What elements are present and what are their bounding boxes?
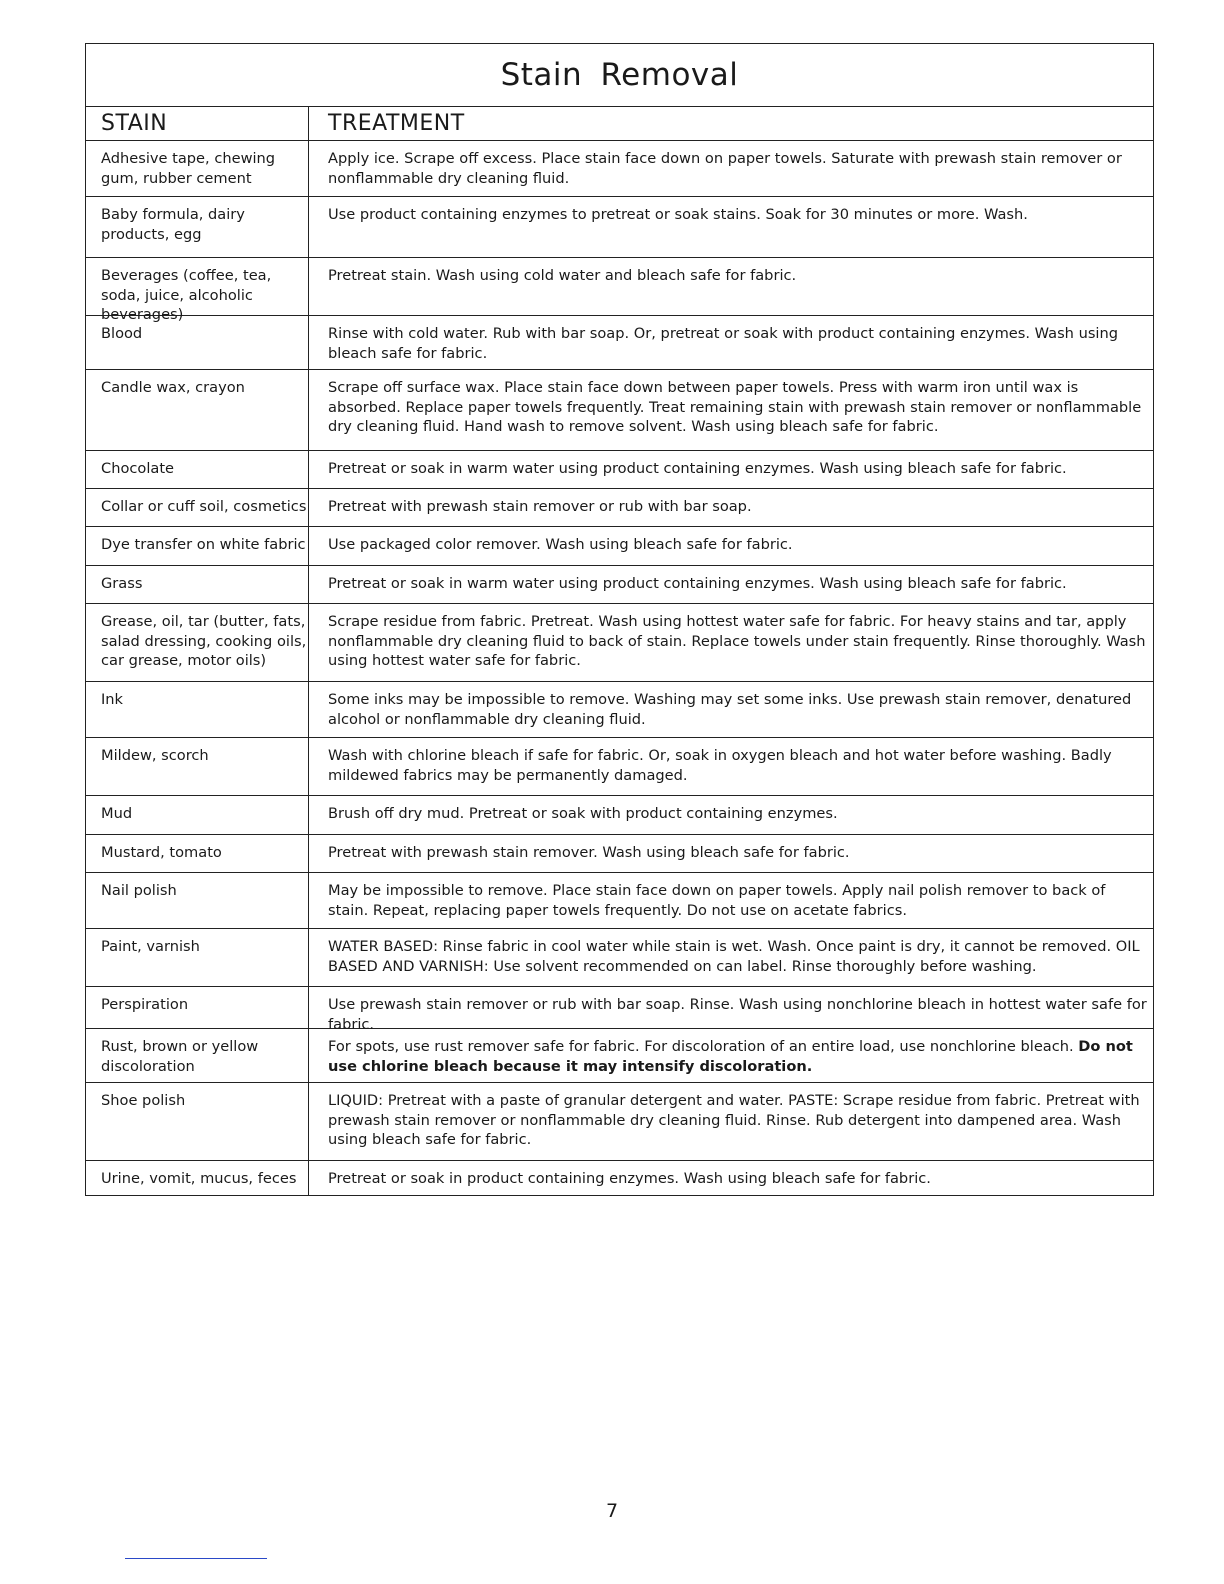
table-row [86,141,1153,197]
table-row [86,1161,1153,1195]
treatment-cell [309,1029,1153,1082]
treatment-text: Scrape off surface wax. Place stain face down between paper towels. Press with warm iron until wax is absorbed. Replace paper towels frequently. Treat remaining stain with prewash stain remover or nonflammable dry cleaning fluid. Hand wash to remove solvent. Wash using bleach safe for fabric. [328,379,1142,435]
treatment-text: Some inks may be impossible to remove. Washing may set some inks. Use prewash stain remover, denatured alcohol or nonflammable dry cleaning fluid. [328,691,1132,728]
treatment-cell [309,141,1153,196]
stain-cell: Nail polish [86,873,309,928]
treatment-text: WATER BASED: Rinse fabric in cool water while stain is wet. Wash. Once paint is dry, it cannot be removed. OIL BASED AND VARNISH: Use solvent recommended on can label. Rinse thoroughly before washing. [328,938,1140,975]
treatment-cell [309,258,1153,315]
stain-cell: Grease, oil, tar (butter, fats, salad dressing, cooking oils, car grease, motor oils) [86,604,309,681]
treatment-cell [309,1083,1153,1160]
table-row [86,197,1153,258]
treatment-text: Pretreat stain. Wash using cold water and bleach safe for fabric. [328,267,797,284]
table-row [86,987,1153,1033]
treatment-text: Pretreat or soak in warm water using product containing enzymes. Wash using bleach safe for fabric. [328,575,1067,592]
treatment-cell [309,929,1153,986]
treatment-cell [309,489,1153,526]
stain-cell: Chocolate [86,451,309,488]
treatment-cell [309,451,1153,488]
treatment-cell [309,682,1153,737]
stain-cell: Mildew, scorch [86,738,309,795]
treatment-text: Brush off dry mud. Pretreat or soak with product containing enzymes. [328,805,838,822]
table-row [86,527,1153,566]
table-row [86,738,1153,796]
treatment-cell [309,370,1153,450]
treatment-text: Pretreat or soak in product containing enzymes. Wash using bleach safe for fabric. [328,1170,931,1187]
treatment-cell [309,1161,1153,1195]
page-number: 7 [605,1500,619,1522]
table-body [86,141,1153,1195]
treatment-cell [309,527,1153,565]
stain-cell: Mud [86,796,309,834]
stain-cell: Dye transfer on white fabric [86,527,309,565]
treatment-text: Pretreat or soak in warm water using product containing enzymes. Wash using bleach safe for fabric. [328,460,1067,477]
treatment-cell [309,987,1153,1033]
treatment-cell [309,796,1153,834]
table-row [86,796,1153,835]
treatment-cell [309,316,1153,369]
stain-cell: Perspiration [86,987,309,1028]
treatment-text: Use packaged color remover. Wash using bleach safe for fabric. [328,536,793,553]
stain-cell: Adhesive tape, chewing gum, rubber cement [86,141,309,196]
stain-cell: Candle wax, crayon [86,370,309,450]
stain-cell: Grass [86,566,309,603]
stain-cell: Beverages (coffee, tea, soda, juice, alcoholic beverages) [86,258,309,315]
table-row [86,873,1153,929]
treatment-text: Wash with chlorine bleach if safe for fabric. Or, soak in oxygen bleach and hot water before washing. Badly mildewed fabrics may be permanently damaged. [328,747,1112,784]
table-row [86,451,1153,489]
table-row [86,929,1153,987]
stain-removal-table [85,43,1154,1196]
treatment-cell [309,604,1153,681]
treatment-cell [309,835,1153,872]
treatment-text: Use product containing enzymes to pretreat or soak stains. Soak for 30 minutes or more. Wash. [328,206,1028,223]
treatment-text: Pretreat with prewash stain remover or rub with bar soap. [328,498,752,515]
treatment-column-header: TREATMENT [328,111,465,136]
stain-cell: Urine, vomit, mucus, feces [86,1161,309,1195]
treatment-text: Rinse with cold water. Rub with bar soap. Or, pretreat or soak with product containing enzymes. Wash using bleach safe for fabric. [328,325,1118,362]
page-title: Stain Removal [86,44,1153,107]
stain-cell: Paint, varnish [86,929,309,986]
treatment-cell [309,738,1153,795]
footer-rule [125,1558,267,1559]
table-row [86,1029,1153,1083]
treatment-cell [309,566,1153,603]
treatment-warning-text: Do not use chlorine bleach because it may intensify discoloration. [328,1038,1133,1075]
table-row [86,489,1153,527]
stain-cell: Baby formula, dairy products, egg [86,197,309,257]
treatment-text: Scrape residue from fabric. Pretreat. Wash using hottest water safe for fabric. For heavy stains and tar, apply nonflammable dry cleaning fluid to back of stain. Replace towels under stain frequently. Rinse thoroughly. Wash using hottest water safe for fabric. [328,613,1146,669]
stain-cell: Collar or cuff soil, cosmetics [86,489,309,526]
stain-cell: Rust, brown or yellow discoloration [86,1029,309,1082]
treatment-text: LIQUID: Pretreat with a paste of granular detergent and water. PASTE: Scrape residue from fabric. Pretreat with prewash stain remover or nonflammable dry cleaning fluid. Rinse. Rub detergent into dampened area. Wash using bleach safe for fabric. [328,1092,1140,1148]
table-row [86,258,1153,323]
stain-cell: Mustard, tomato [86,835,309,872]
table-row [86,566,1153,604]
table-header [86,107,1153,141]
stain-cell: Blood [86,316,309,369]
table-row [86,835,1153,873]
treatment-text: For spots, use rust remover safe for fabric. For discoloration of an entire load, use nonchlorine bleach. [328,1038,1079,1055]
treatment-text: May be impossible to remove. Place stain face down on paper towels. Apply nail polish remover to back of stain. Repeat, replacing paper towels frequently. Do not use on acetate fabrics. [328,882,1106,919]
treatment-text: Apply ice. Scrape off excess. Place stain face down on paper towels. Saturate with prewash stain remover or nonflammable dry cleaning fluid. [328,150,1122,187]
table-row [86,1083,1153,1161]
table-row [86,604,1153,682]
stain-column-header: STAIN [86,107,309,140]
table-row [86,682,1153,738]
table-row [86,316,1153,370]
stain-cell: Ink [86,682,309,737]
treatment-cell [309,873,1153,928]
table-row [86,370,1153,451]
stain-cell: Shoe polish [86,1083,309,1160]
treatment-text: Use prewash stain remover or rub with bar soap. Rinse. Wash using nonchlorine bleach in hottest water safe for fabric. [328,996,1147,1033]
treatment-text: Pretreat with prewash stain remover. Wash using bleach safe for fabric. [328,844,850,861]
treatment-cell [309,197,1153,257]
